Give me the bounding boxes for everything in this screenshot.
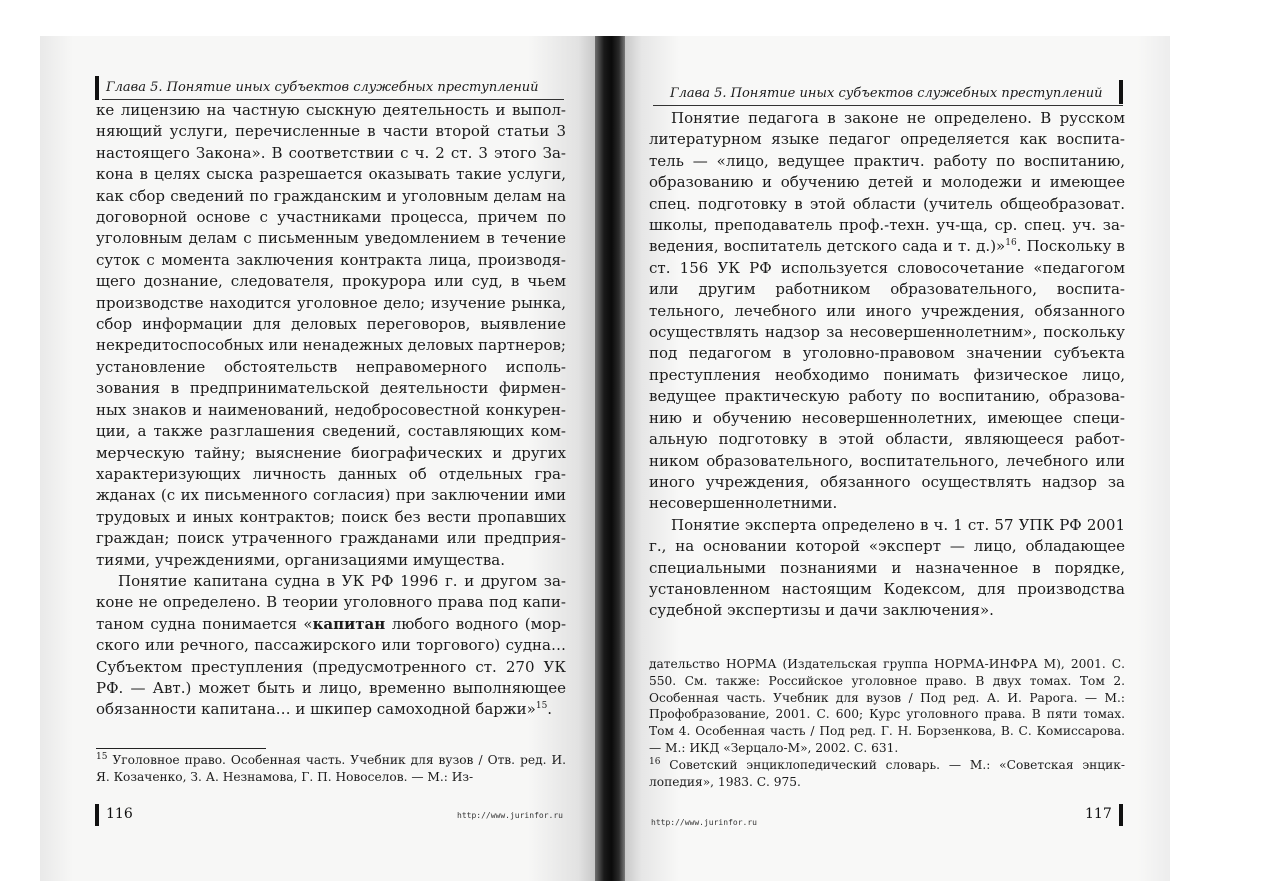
- right-body-text: [649, 108, 1125, 622]
- footnote-16-text: Советский энциклопедический словарь. — М.: «Советская энциклопедия», 1983. С. 975.: [649, 757, 1125, 789]
- left-paragraph-2-a: Понятие капитана судна в УК РФ 1996 г. и другом законе не определено. В теории уголовного права под капитаном судна понимается «: [96, 571, 566, 633]
- left-footnote-rule: [96, 748, 266, 749]
- left-footnotes: [96, 752, 566, 786]
- footnote-ref-16[interactable]: 16: [1005, 238, 1017, 249]
- left-paragraph-2-b: любого водного (морского или речного, пассажирского или торгового) судна… Субъектом преступления (предусмотренного ст. 270 УК РФ. — Авт.) может быть и лицо, временно выполняющее обязанности капитана… и шкипер самоходной баржи»: [96, 614, 567, 719]
- footnote-15-number: 15: [96, 751, 108, 762]
- footnote-15: [96, 752, 566, 786]
- footnote-15-continued: дательство НОРМА (Издательская группа НОРМА-ИНФРА М), 2001. С. 550. См. также: Российское уголовное право. В двух томах. Том 2. Особенная часть. Учебник для вузов / Под ред. А. И. Рарога. — М.: Профобразование, 2001. С. 600; Курс уголовного права. В пяти томах. Том 4. Особенная часть / Под ред. Г. Н. Борзенкова, В. С. Комиссарова. — М.: ИКД «Зерцало-М», 2002. С. 631.: [649, 657, 1125, 755]
- left-paragraph-2-end: .: [547, 700, 553, 719]
- right-head-rule: [653, 105, 1123, 106]
- left-paragraph-2: [96, 571, 566, 721]
- right-folio-bar: [1119, 804, 1123, 826]
- right-footnotes: [649, 656, 1125, 790]
- left-folio-bar: [95, 804, 99, 826]
- footnote-ref-15[interactable]: 15: [535, 701, 548, 712]
- left-head-bar: [95, 76, 99, 100]
- book-spread: [40, 36, 1170, 881]
- left-running-head: Глава 5. Понятие иных субъектов служебных преступлений: [106, 80, 539, 95]
- right-paragraph-1-b: . Поскольку в ст. 156 УК РФ используется словосочетание «педагогом или другим работником образовательного, воспитательного, лечебного или иного учреждения, обязанного осуществлять надзор за несовершеннолетним», поскольку под педагогом в уголовно-правовом значении субъекта преступления необходимо понимать физическое лицо, ведущее практическую работу по воспитанию, образованию и обучению несовершеннолетних, имеющее специальную подготовку в этой области, являющееся работником образовательного, воспитательного, лечебного или иного учреждения, обязанного осуществлять надзор за несовершеннолетними.: [649, 237, 1125, 513]
- right-page-number: 117: [1085, 806, 1112, 822]
- footnote-15-text: Уголовное право. Особенная часть. Учебник для вузов / Отв. ред. И. Я. Козаченко, З. А. Незнамова, Г. П. Новоселов. — М.: Из-: [96, 753, 566, 784]
- footnote-16: [649, 757, 1125, 791]
- left-paragraph-1: ке лицензию на частную сыскную деятельность и выполняющий услуги, перечисленные в части второй статьи 3 настоящего Закона». В соответствии с ч. 2 ст. 3 этого Закона в целях сыска разрешается оказывать такие услуги, как сбор сведений по гражданским и уголовным делам на договорной основе с участниками процесса, причем по уголовным делам с письменным уведомлением в течение суток с момента заключения контракта лица, производящего дознание, следователя, прокурора или суд, в чьем производстве находится уголовное дело; изучение рынка, сбор информации для деловых переговоров, выявление некредитоспособных или ненадежных деловых партнеров; установление обстоятельств неправомерного использования в предпринимательской деятельности фирменных знаков и наименований, недобросовестной конкуренции, а также разглашения сведений, составляющих коммерческую тайну; выяснение биографических и других характеризующих личность данных об отдельных гражданах (с их письменного согласия) при заключении ими трудовых и иных контрактов; поиск без вести пропавших граждан; поиск утраченного гражданами или предприятиями, учреждениями, организациями имущества.: [96, 101, 566, 569]
- right-paragraph-2: Понятие эксперта определено в ч. 1 ст. 57 УПК РФ 2001 г., на основании которой «эксперт — лицо, обладающее специальными познаниями и назначенное в порядке, установленном настоящим Кодексом, для производства судебной экспертизы и дачи заключения».: [649, 515, 1125, 620]
- left-page-number: 116: [106, 806, 133, 822]
- right-paragraph-1-a: Понятие педагога в законе не определено. В русском литературном языке педагог определяется как воспитатель — «лицо, ведущее практич. работу по воспитанию, образованию и обучению детей и молодежи и имеющее спец. подготовку в этой области (учитель общеобразоват. школы, преподаватель проф.-техн. уч-ща, ср. спец. уч. заведения, воспитатель детского сада и т. д.)»: [649, 109, 1125, 256]
- left-footer-url: http://www.jurinfor.ru: [457, 811, 563, 820]
- right-page: [625, 36, 1170, 881]
- left-body-text: [96, 100, 566, 721]
- right-running-head: Глава 5. Понятие иных субъектов служебных преступлений: [670, 86, 1103, 101]
- left-page: [40, 36, 595, 881]
- right-head-bar: [1119, 80, 1123, 104]
- footnote-16-number: 16: [649, 756, 661, 767]
- book-spine-shadow: [595, 36, 625, 881]
- left-paragraph-2-bold: капитан: [312, 614, 386, 633]
- right-footer-url: http://www.jurinfor.ru: [651, 818, 757, 827]
- right-paragraph-1: [649, 108, 1125, 515]
